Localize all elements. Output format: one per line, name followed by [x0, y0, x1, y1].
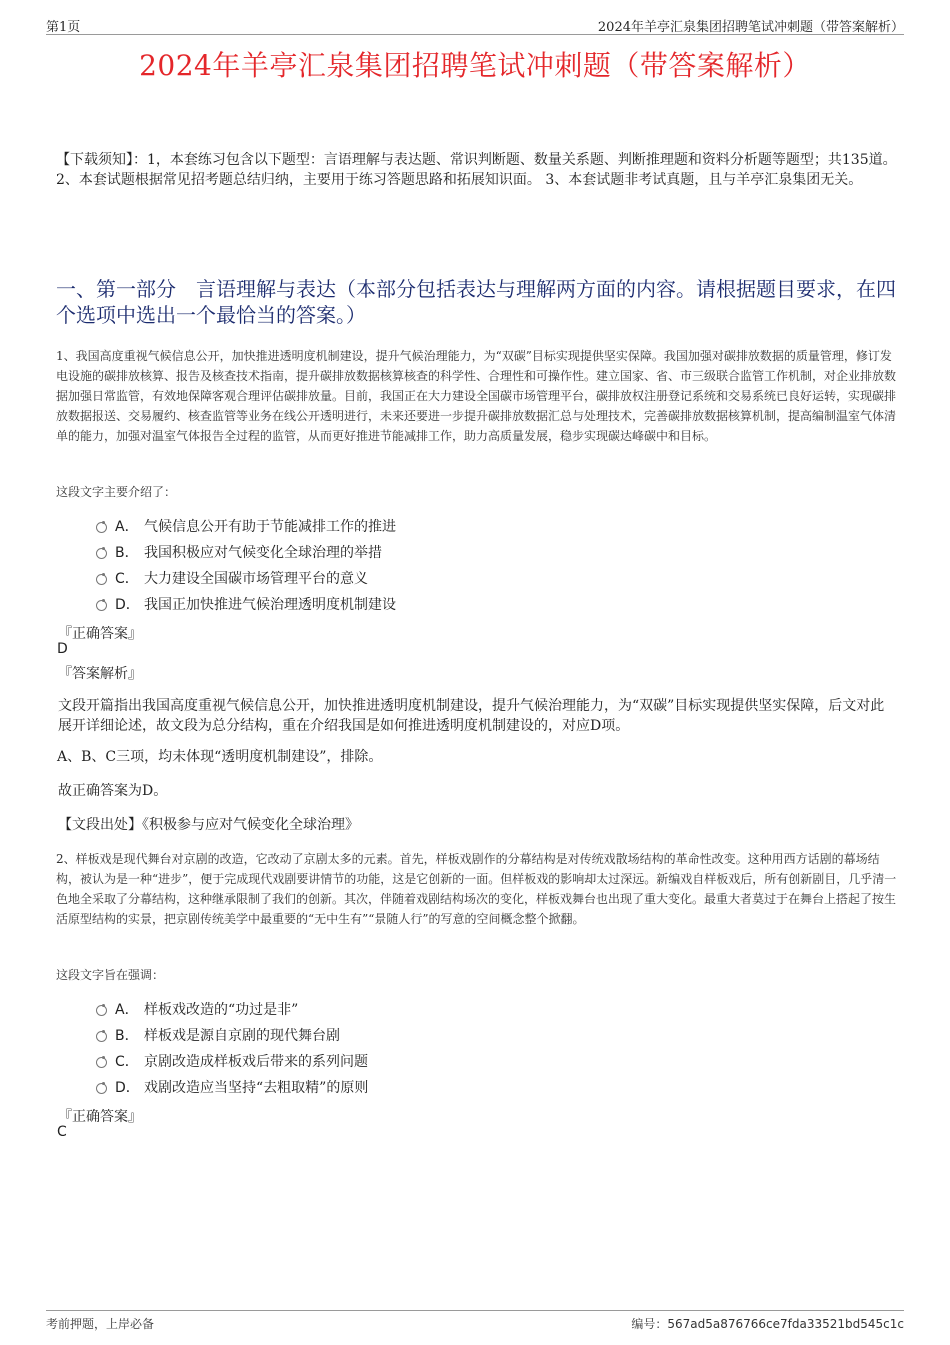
page-header	[46, 14, 904, 35]
page-footer	[46, 1310, 904, 1331]
question-1-stem: 1、我国高度重视气候信息公开，加快推进透明度机制建设，提升气候治理能力，为“双碳”目标实现提供坚实保障。我国加强对碳排放数据的质量管理，修订发电设施的碳排放核算、报告及核查技术指南，提升碳排放数据核算核查的科学性、合理性和可操作性。建立国家、省、市三级联合监管工作机制，对企业排放数据加强日常监管，有效地保障客观合理评估碳排放量。目前，我国正在大力建设全国碳市场管理平台，碳排放权注册登记系统和交易系统已良好运转，实现碳排放数据报送、交易履约、核查监管等业务在线公开透明进行，未来还要进一步提升碳排放数据汇总与处理技术，完善碳排放数据核算机制，提高编制温室气体清单的能力，加强对温室气体报告全过程的监管，从而更好推进节能减排工作，助力高质量发展，稳步实现碳达峰碳中和目标。	[56, 349, 897, 443]
footer-slogan: 考前押题，上岸必备	[46, 1317, 155, 1331]
radio-icon[interactable]	[96, 1005, 107, 1016]
radio-icon[interactable]	[96, 600, 107, 611]
question-1-analysis-label: 『答案解析』	[58, 666, 142, 682]
download-notice: 【下载须知】：1，本套练习包含以下题型：言语理解与表达题、常识判断题、数量关系题、判断推理题和资料分析题等题型；共135道。 2、本套试题根据常见招考题总结归纳，主要用于练习答题思路和拓展知识面。 3、本套试题非考试真题，且与羊亭汇泉集团无关。	[56, 152, 897, 188]
question-1-analysis-p1: 文段开篇指出我国高度重视气候信息公开，加快推进透明度机制建设，提升气候治理能力，为“双碳”目标实现提供坚实保障，后文对此展开详细论述，故文段为总分结构，重在介绍我国是如何推进透明度机制建设的，对应D项。	[58, 698, 885, 734]
question-1-prompt: 这段文字主要介绍了：	[56, 485, 177, 499]
radio-icon[interactable]	[96, 574, 107, 585]
question-1-source: 【文段出处】《积极参与应对气候变化全球治理》	[58, 817, 359, 833]
question-2-answer: C	[57, 1124, 67, 1140]
question-2-prompt: 这段文字旨在强调：	[56, 968, 165, 982]
question-1-analysis-p2: A、B、C三项，均未体现“透明度机制建设”，排除。	[57, 749, 383, 765]
document-title: 2024年羊亭汇泉集团招聘笔试冲刺题（带答案解析）	[139, 49, 811, 82]
header-doc-title: 2024年羊亭汇泉集团招聘笔试冲刺题（带答案解析）	[597, 20, 904, 35]
question-1-analysis-p3: 故正确答案为D。	[58, 783, 168, 799]
question-2-answer-label: 『正确答案』	[58, 1109, 142, 1125]
radio-icon[interactable]	[96, 1031, 107, 1042]
section-title: 一、第一部分 言语理解与表达（本部分包括表达与理解两方面的内容。请根据题目要求，在四个选项中选出一个最恰当的答案。）	[56, 277, 896, 327]
radio-icon[interactable]	[96, 522, 107, 533]
footer-code: 编号：567ad5a876766ce7fda33521bd545c1c	[631, 1317, 904, 1331]
radio-icon[interactable]	[96, 1083, 107, 1094]
question-1-answer-label: 『正确答案』	[58, 626, 142, 642]
radio-icon[interactable]	[96, 1057, 107, 1068]
radio-icon[interactable]	[96, 548, 107, 559]
question-2-stem: 2、样板戏是现代舞台对京剧的改造，它改动了京剧太多的元素。首先，样板戏剧作的分幕结构是对传统戏散场结构的革命性改变。这种用西方话剧的幕场结构，被认为是一种“进步”，便于完成现代戏剧要讲情节的功能，这是它创新的一面。但样板戏的影响却太过深远。新编戏自样板戏后，所有创新剧目，几乎清一色地全采取了分幕结构，这种继承限制了我们的创新。其次，伴随着戏剧结构场次的变化，样板戏舞台也出现了重大变化。最重大者莫过于在舞台上搭起了按生活原型结构的实景，把京剧传统美学中最重要的“无中生有”“景随人行”的写意的空间概念整个掀翻。	[56, 852, 897, 926]
question-1-answer: D	[57, 641, 68, 657]
page-number: 第1页	[46, 20, 81, 35]
